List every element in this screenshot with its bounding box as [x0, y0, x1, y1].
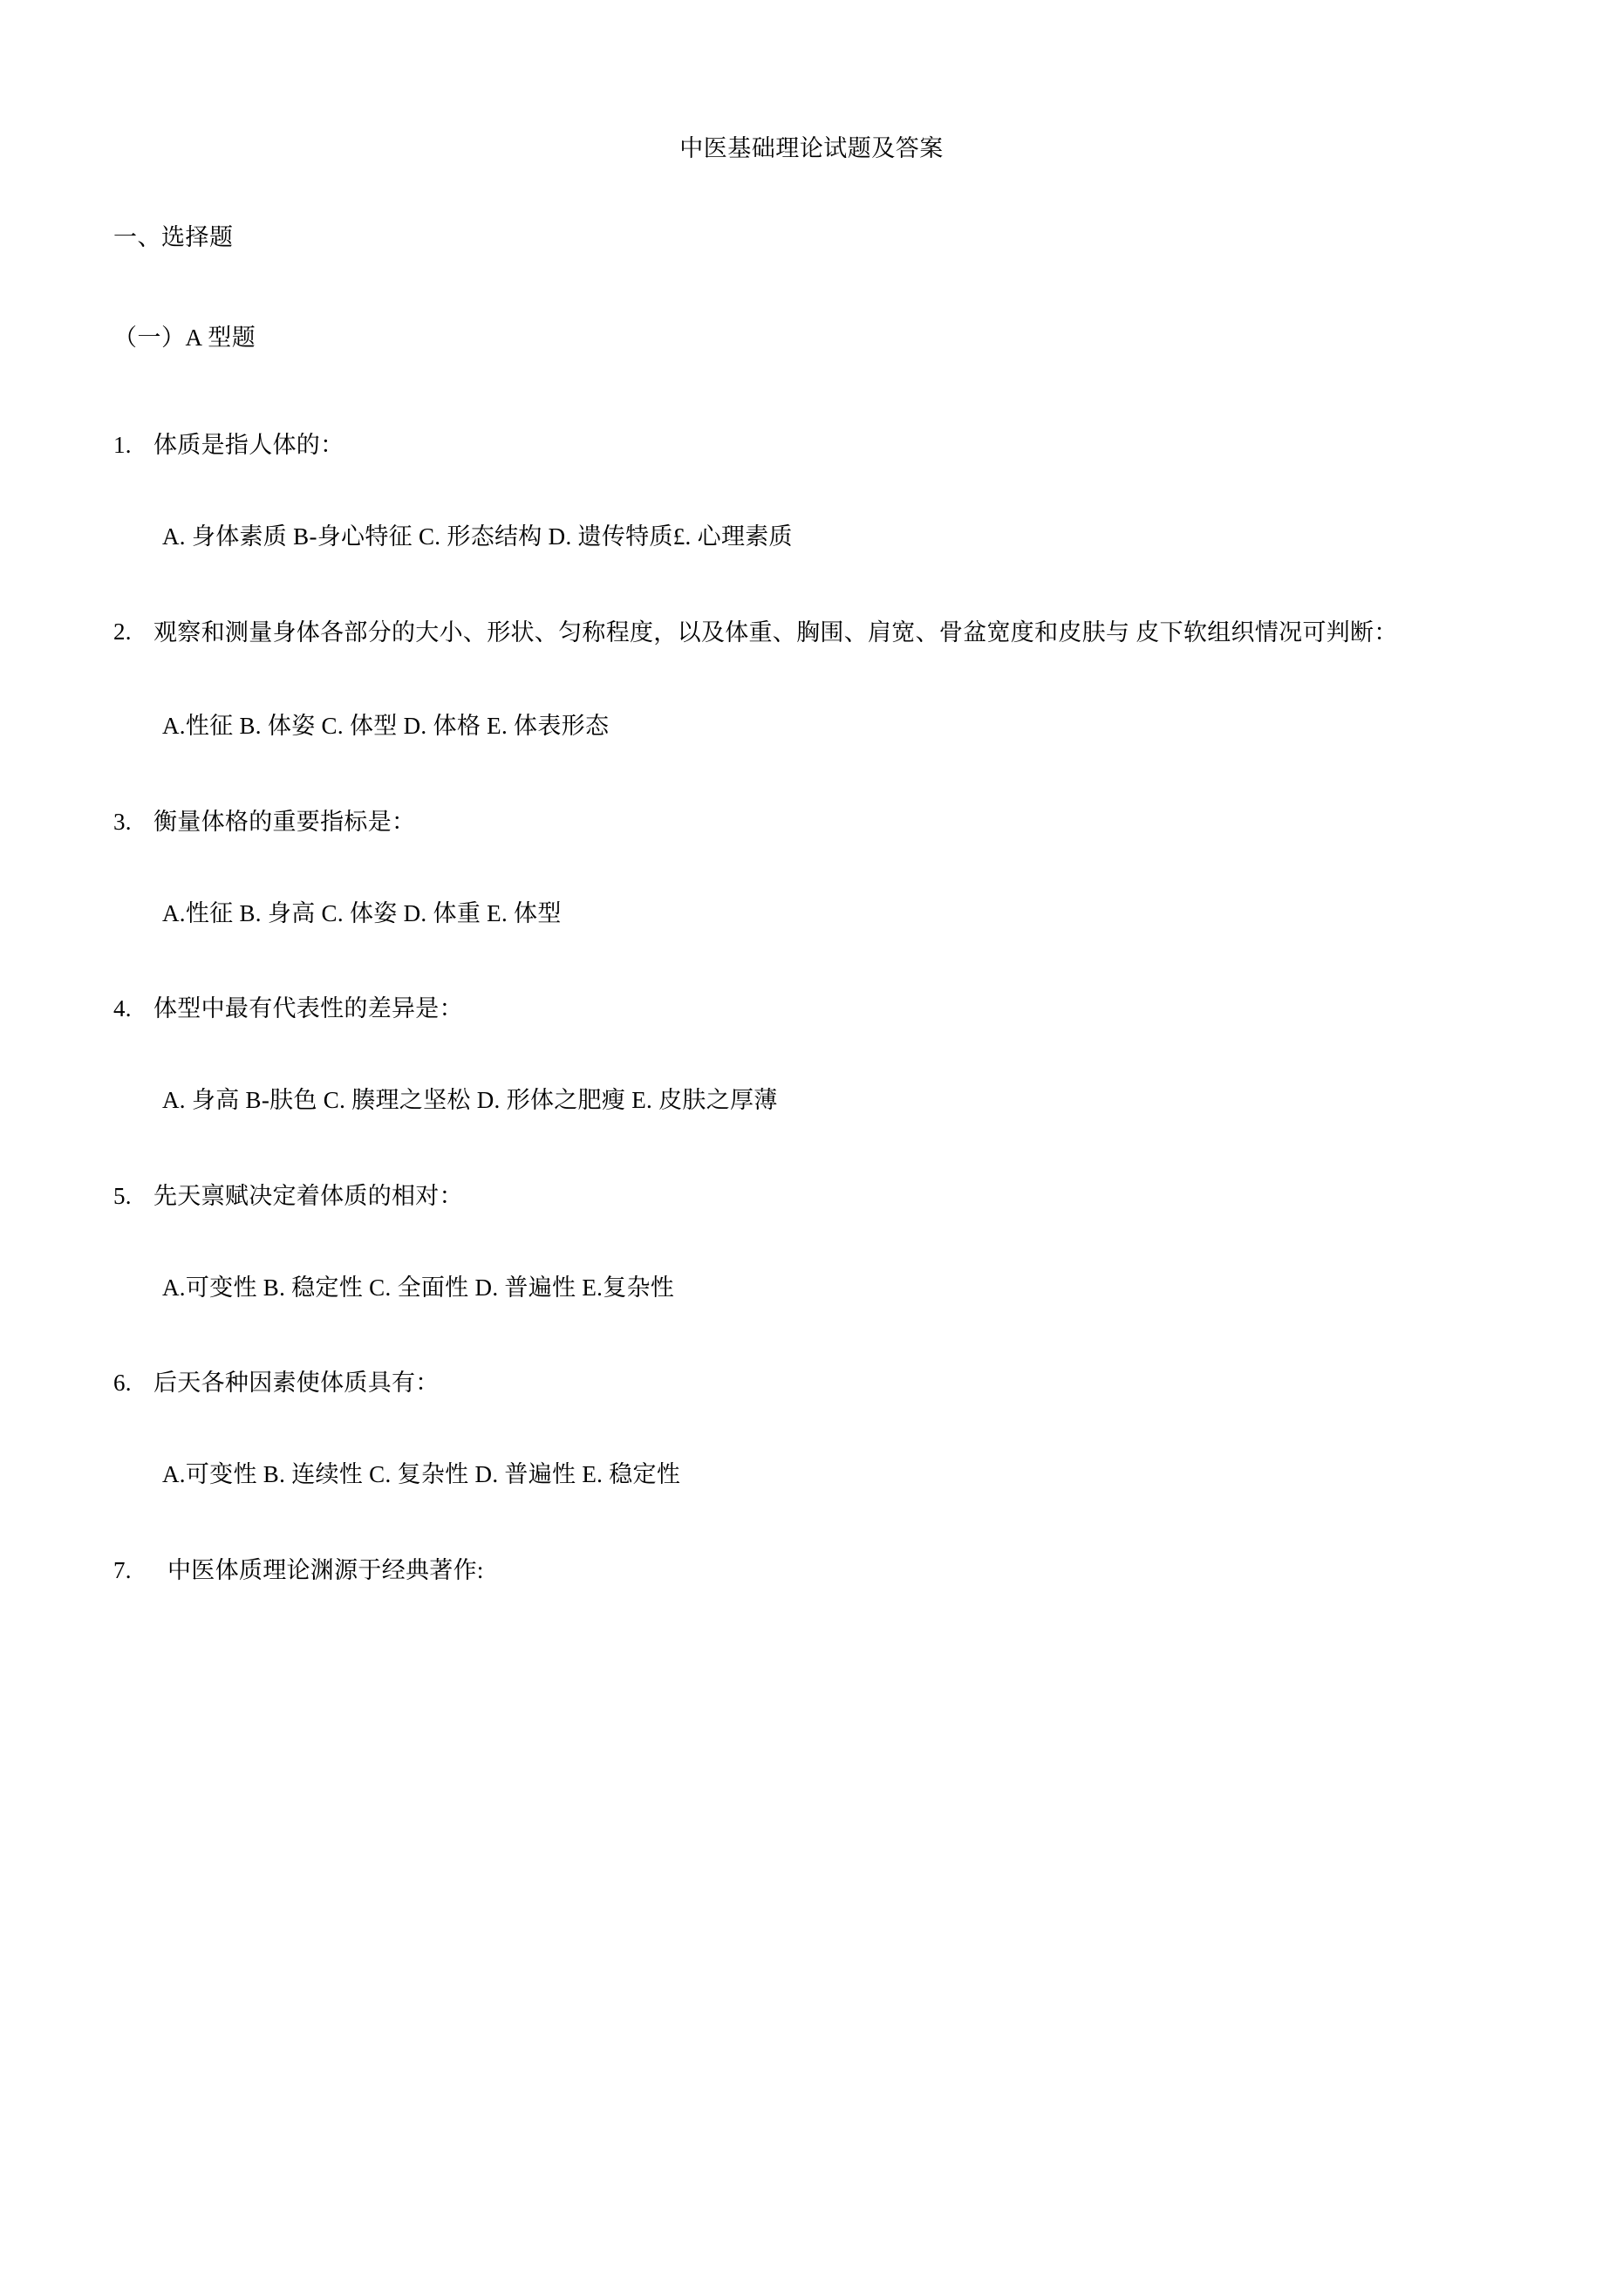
question-number: 6. [113, 1370, 132, 1397]
question-options: A.性征 B. 体姿 C. 体型 D. 体格 E. 体表形态 [162, 713, 610, 740]
question-text: 后天各种因素使体质具有： [153, 1370, 440, 1397]
page-title: 中医基础理论试题及答案 [679, 135, 944, 161]
section-heading: 一、选择题 [113, 223, 234, 250]
question-1 [113, 425, 1510, 558]
question-stem [113, 425, 1510, 466]
question-number: 4. [113, 995, 132, 1022]
question-number: 7. [113, 1556, 132, 1583]
question-stem [113, 988, 1510, 1029]
question-5 [113, 1176, 1510, 1309]
question-options: A. 身高 B-肤色 C. 腠理之坚松 D. 形体之肥瘦 E. 皮肤之厚薄 [162, 1087, 778, 1114]
subsection-heading: （一）A 型题 [113, 324, 256, 351]
question-number: 1. [113, 431, 132, 458]
question-stem [113, 612, 1510, 655]
question-options: A.可变性 B. 连续性 C. 复杂性 D. 普遍性 E. 稳定性 [162, 1461, 681, 1488]
question-4 [113, 988, 1510, 1122]
question-number: 2. [113, 618, 132, 646]
question-number: 5. [113, 1182, 132, 1209]
question-text: 体型中最有代表性的差异是： [153, 995, 463, 1022]
question-text: 衡量体格的重要指标是： [153, 808, 416, 835]
question-2 [113, 612, 1510, 747]
question-number: 3. [113, 808, 132, 835]
question-options: A.可变性 B. 稳定性 C. 全面性 D. 普遍性 E.复杂性 [162, 1274, 675, 1301]
question-6 [113, 1363, 1510, 1496]
question-7 [113, 1550, 1510, 1591]
question-options: A. 身体素质 B-身心特征 C. 形态结构 D. 遗传特质£. 心理素质 [162, 523, 793, 550]
question-text: 观察和测量身体各部分的大小、形状、匀称程度，以及体重、胸围、肩宽、骨盆宽度和皮肤与 皮下软组织情况可判断： [153, 619, 1398, 646]
question-stem [113, 1176, 1510, 1217]
question-text: 先天禀赋决定着体质的相对： [153, 1182, 463, 1209]
question-3 [113, 802, 1510, 935]
question-text: 体质是指人体的： [153, 431, 344, 458]
question-stem [113, 1363, 1510, 1404]
question-options: A.性征 B. 身高 C. 体姿 D. 体重 E. 体型 [162, 899, 562, 926]
question-stem [113, 802, 1510, 843]
question-text: 中医体质理论渊源于经典著作: [167, 1556, 484, 1583]
question-stem [113, 1550, 1510, 1591]
